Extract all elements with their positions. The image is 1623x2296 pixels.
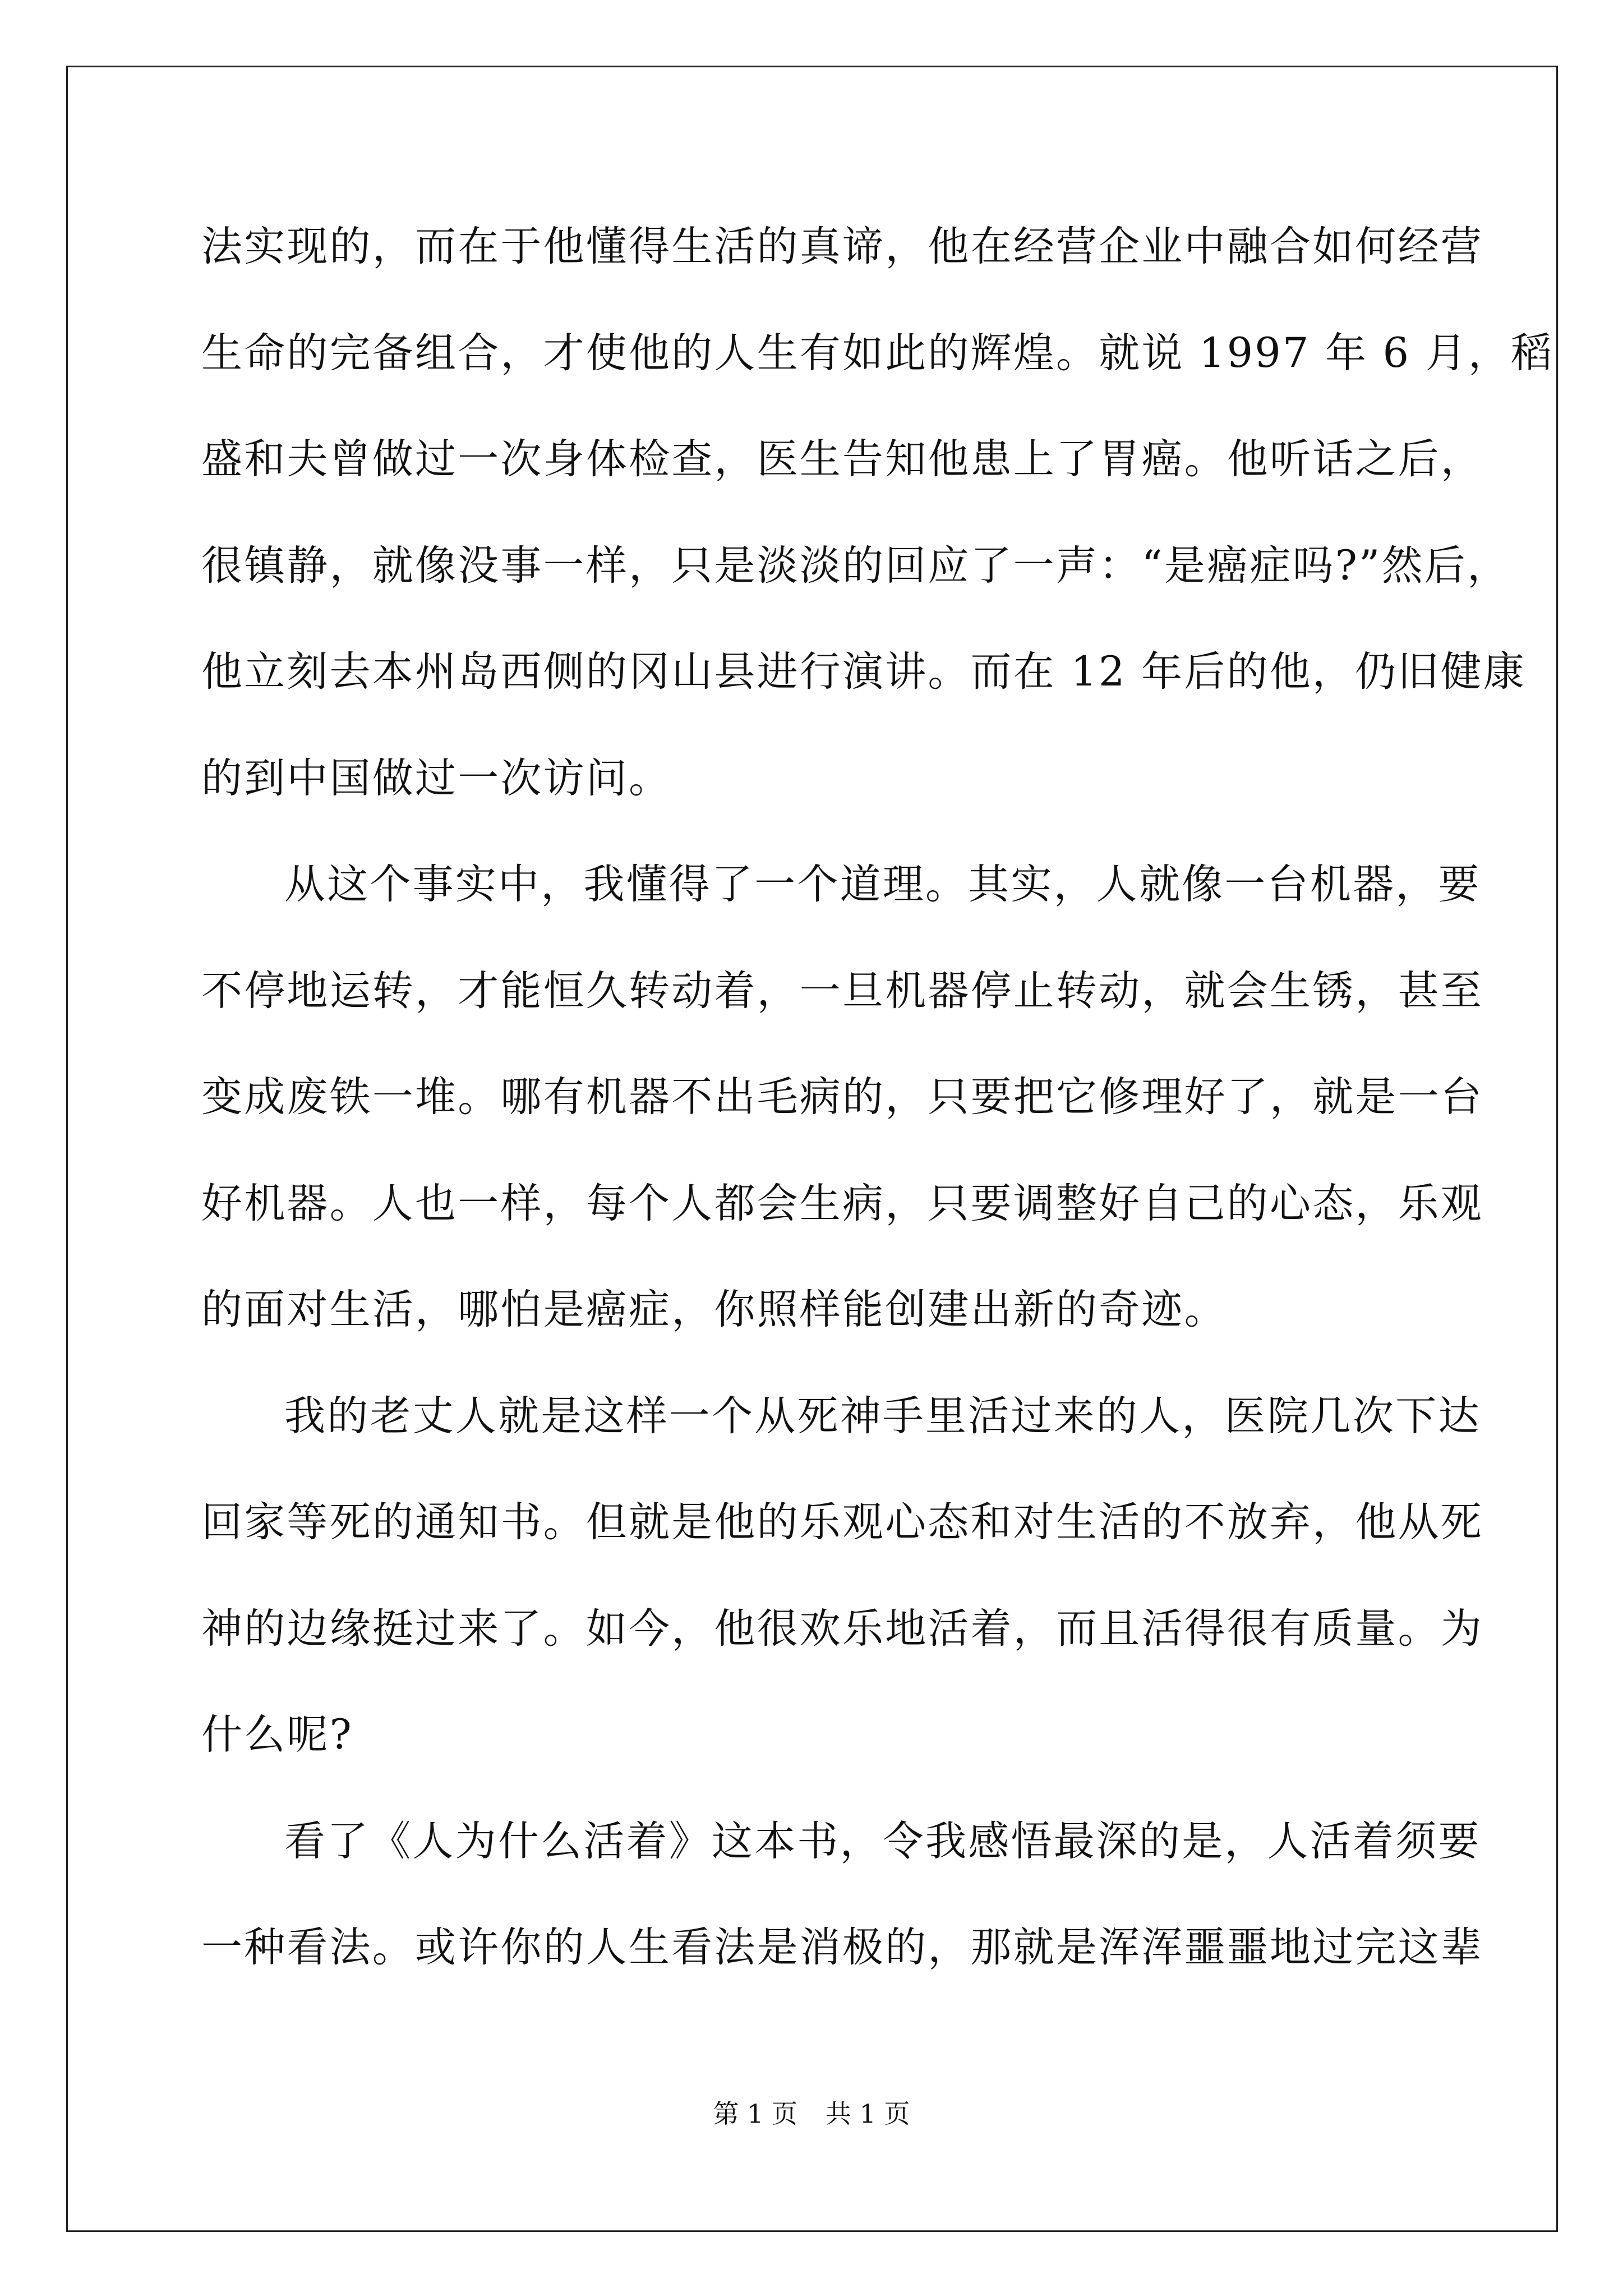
page-number: 第 1 页 <box>713 2099 797 2129</box>
text-line: 不停地运转，才能恒久转动着，一旦机器停止转动，就会生锈，甚至 <box>201 967 1483 1015</box>
text-line: 的到中国做过一次访问。 <box>201 754 672 802</box>
text-line: 法实现的，而在于他懂得生活的真谛，他在经营企业中融合如何经营 <box>201 223 1483 270</box>
text-line: 看了《人为什么活着》这本书，令我感悟最深的是，人活着须要 <box>284 1817 1481 1865</box>
text-line: 好机器。人也一样，每个人都会生病，只要调整好自己的心态，乐观 <box>201 1179 1483 1227</box>
text-line: 一种看法。或许你的人生看法是消极的，那就是浑浑噩噩地过完这辈 <box>201 1924 1483 1971</box>
text-line: 生命的完备组合，才使他的人生有如此的辉煌。就说 1997 年 6 月，稻 <box>201 329 1554 377</box>
text-line: 变成废铁一堆。哪有机器不出毛病的，只要把它修理好了，就是一台 <box>201 1073 1483 1121</box>
text-line: 他立刻去本州岛西侧的冈山县进行演讲。而在 12 年后的他，仍旧健康 <box>201 648 1526 696</box>
text-line: 神的边缘挺过来了。如今，他很欢乐地活着，而且活得很有质量。为 <box>201 1604 1483 1653</box>
page-footer <box>0 2097 1623 2131</box>
text-line: 很镇静，就像没事一样，只是淡淡的回应了一声：“是癌症吗?”然后， <box>201 541 1510 590</box>
document-body <box>201 222 1554 2029</box>
text-line: 的面对生活，哪怕是癌症，你照样能创建出新的奇迹。 <box>201 1286 1227 1333</box>
text-line: 盛和夫曾做过一次身体检查，医生告知他患上了胃癌。他听话之后， <box>201 435 1483 483</box>
text-line: 回家等死的通知书。但就是他的乐观心态和对生活的不放弃，他从死 <box>201 1498 1483 1546</box>
text-line: 什么呢? <box>201 1711 353 1759</box>
text-line: 从这个事实中，我懂得了一个道理。其实，人就像一台机器，要 <box>284 861 1481 908</box>
text-line: 我的老丈人就是这样一个从死神手里活过来的人，医院几次下达 <box>284 1392 1481 1440</box>
page-total: 共 1 页 <box>826 2099 910 2129</box>
